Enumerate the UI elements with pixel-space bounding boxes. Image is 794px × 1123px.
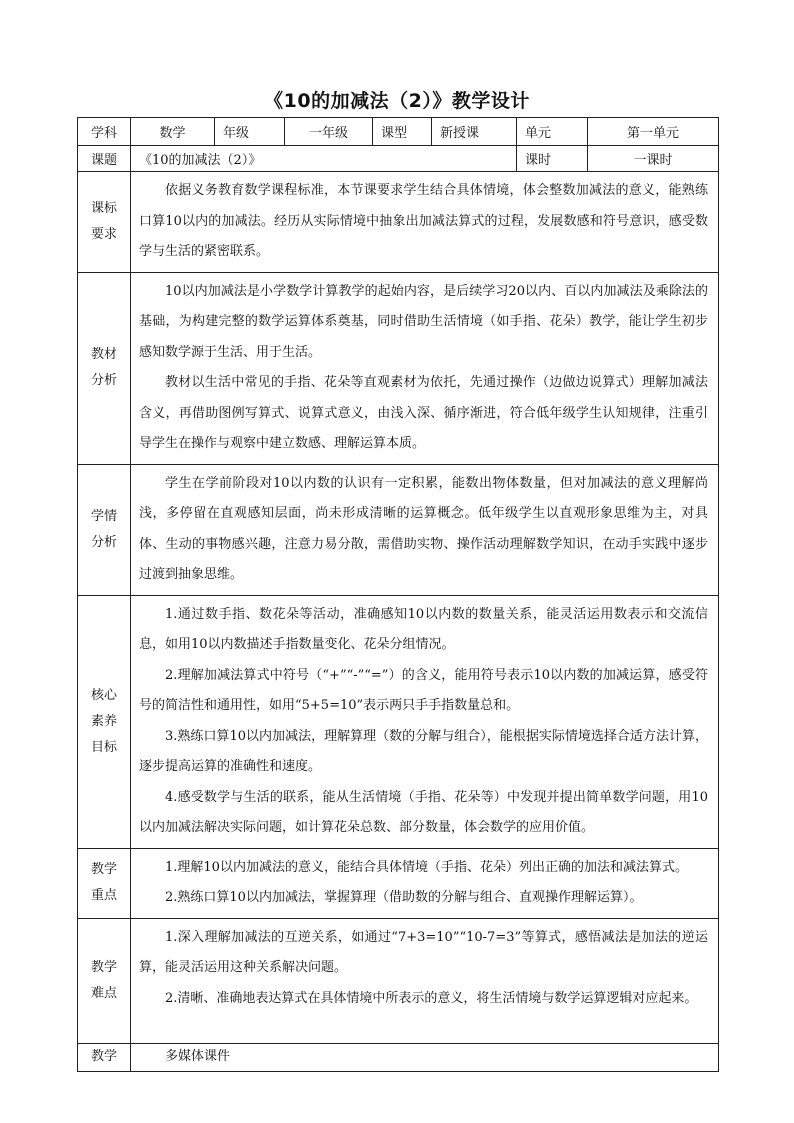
subject-value: 数学	[131, 118, 215, 146]
grade-label: 年级	[215, 118, 285, 146]
goal-item: 4.感受数学与生活的联系，能从生活情境（手指、花朵等）中发现并提出简单数学问题，用10以内加减法解决实际问题，如计算花朵总数、部分数量，体会数学的应用价值。	[139, 789, 708, 835]
textbook-label	[78, 272, 131, 464]
difficulty-item: 2.清晰、准确地表达算式在具体情境中所表示的意义，将生活情境与数学运算逻辑对应起来。	[165, 990, 698, 1006]
curriculum-label	[78, 172, 131, 273]
goal-item: 2.理解加减法算式中符号（“+”“-”“=”）的含义，能用符号表示10以内数的加减运算，感受符号的简洁性和通用性，如用“5+5=10”表示两只手手指数量总和。	[139, 667, 708, 713]
unit-label: 单元	[517, 118, 588, 146]
goals-row	[78, 595, 719, 848]
header-row	[78, 118, 719, 146]
curriculum-label-line: 要求	[90, 226, 117, 242]
resources-row	[78, 1043, 719, 1071]
key-points-label-line: 教学	[90, 862, 117, 877]
difficulty-item: 1.深入理解加减法的互逆关系，如通过“7+3=10”“10-7=3”等算式，感悟减法是加法的逆运算，能灵活运用这种关系解决问题。	[139, 929, 708, 975]
topic-value: 《10的加减法（2）》	[131, 146, 517, 172]
curriculum-label-line: 课标	[90, 200, 117, 216]
resources-text	[131, 1043, 719, 1071]
curriculum-text	[131, 172, 719, 273]
class-hours-label: 课时	[517, 146, 588, 172]
textbook-row	[78, 272, 719, 464]
difficulties-row	[78, 918, 719, 1043]
resources-label	[78, 1043, 131, 1071]
key-points-label	[78, 848, 131, 918]
topic-label: 课题	[78, 146, 131, 172]
goals-label-line: 核心	[90, 687, 117, 703]
difficulties-label	[78, 918, 131, 1043]
textbook-paragraph: 教材以生活中常见的手指、花朵等直观素材为依托，先通过操作（边做边说算式）理解加减法含义，再借助图例写算式、说算式意义，由浅入深、循序渐进，符合低年级学生认知规律，注重引导学生在操作与观察中建立数感、理解运算本质。	[139, 375, 708, 451]
goals-label-line: 素养	[90, 713, 117, 729]
resources-label-line: 教学	[90, 1049, 117, 1064]
key-point-item: 2.熟练口算10以内加减法，掌握算理（借助数的分解与组合、直观操作理解运算）。	[165, 890, 643, 905]
subject-label: 学科	[78, 118, 131, 146]
goal-item: 3.熟练口算10以内加减法，理解算理（数的分解与组合），能根据实际情境选择合适方法计算，逐步提高运算的准确性和速度。	[139, 728, 708, 774]
goal-item: 1.通过数手指、数花朵等活动，准确感知10以内数的数量关系，能灵活运用数表示和交流信息，如用10以内数描述手指数量变化、花朵分组情况。	[139, 606, 708, 652]
unit-value: 第一单元	[588, 118, 719, 146]
students-row	[78, 464, 719, 595]
curriculum-paragraph: 依据义务教育数学课程标准，本节课要求学生结合具体情境，体会整数加减法的意义，能熟练口算10以内的加减法。经历从实际情境中抽象出加减法算式的过程，发展数感和符号意识，感受数学与生活的紧密联系。	[139, 183, 708, 259]
lesson-plan-table	[77, 117, 719, 1072]
topic-row	[78, 146, 719, 172]
difficulties-label-line: 教学	[90, 959, 117, 975]
goals-text	[131, 595, 719, 848]
key-point-item: 1.理解10以内加减法的意义，能结合具体情境（手指、花朵）列出正确的加法和减法算式。	[165, 859, 688, 875]
key-points-text	[131, 848, 719, 918]
difficulties-label-line: 难点	[90, 985, 117, 1001]
students-label-line: 分析	[90, 534, 117, 550]
key-points-label-line: 重点	[90, 888, 117, 903]
lesson-type-value: 新授课	[432, 118, 517, 146]
difficulties-text	[131, 918, 719, 1043]
goals-label-line: 目标	[90, 739, 117, 755]
textbook-label-line: 教材	[90, 347, 117, 362]
class-hours-value: 一课时	[588, 146, 719, 172]
goals-label	[78, 595, 131, 848]
grade-value: 一年级	[285, 118, 373, 146]
students-paragraph: 学生在学前阶段对10以内数的认识有一定积累，能数出物体数量，但对加减法的意义理解尚浅，多停留在直观感知层面，尚未形成清晰的运算概念。低年级学生以直观形象思维为主，对具体、生动的事物感兴趣，注意力易分散，需借助实物、操作活动理解数学知识，在动手实践中逐步过渡到抽象思维。	[139, 475, 708, 582]
students-label	[78, 464, 131, 595]
lesson-type-label: 课型	[373, 118, 432, 146]
key-points-row	[78, 848, 719, 918]
curriculum-row	[78, 172, 719, 273]
textbook-label-line: 分析	[90, 373, 117, 388]
textbook-paragraph: 10以内加减法是小学数学计算教学的起始内容，是后续学习20以内、百以内加减法及乘除法的基础，为构建完整的数学运算体系奠基，同时借助生活情境（如手指、花朵）教学，能让学生初步感知数学源于生活、用于生活。	[139, 283, 708, 360]
document-title: 《10的加减法（2）》教学设计	[264, 90, 530, 112]
resources-paragraph: 多媒体课件	[165, 1049, 231, 1064]
textbook-text	[131, 272, 719, 464]
students-label-line: 学情	[90, 508, 117, 524]
students-text	[131, 464, 719, 595]
